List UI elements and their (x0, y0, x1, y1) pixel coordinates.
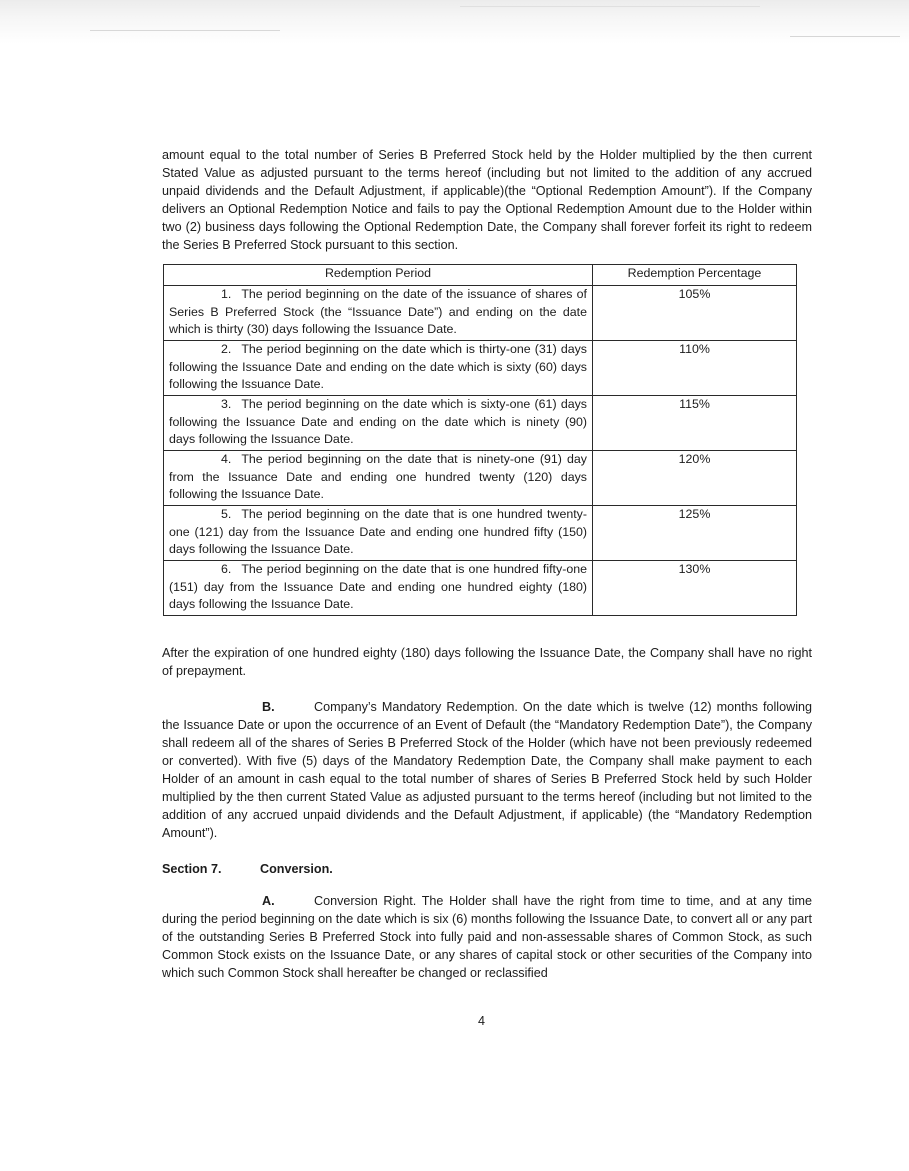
conversion-letter: A. (262, 894, 275, 908)
intro-paragraph: amount equal to the total number of Series B Preferred Stock held by the Holder multiplied by the then current Stated Value as adjusted pursuant to the terms hereof (including but not limited to the addition of any accrued unpaid dividends and the Default Adjustment, if applicable)(the “Optional Redemption Amount”). If the Company delivers an Optional Redemption Notice and fails to pay the Optional Redemption Amount due to the Holder within two (2) business days following the Optional Redemption Date, the Company shall forever forfeit its right to redeem the Series B Preferred Stock pursuant to this section. (162, 148, 812, 252)
percentage-cell: 125% (593, 506, 797, 561)
section-title: Conversion. (260, 862, 333, 876)
mandatory-text: Company’s Mandatory Redemption. On the date which is twelve (12) months following the Issuance Date or upon the occurrence of an Event of Default (the “Mandatory Redemption Date”), the Company shall redeem all of the shares of Series B Preferred Stock of the Holder (which have not been previously redeemed or converted). With five (5) days of the Mandatory Redemption Date, the Company shall make payment to each Holder of an amount in cash equal to the total number of shares of Series B Preferred Stock held by such Holder multiplied by the then current Stated Value as adjusted pursuant to the terms hereof (including but not limited to the addition of any accrued unpaid dividends and the Default Adjustment, if applicable) (the “Mandatory Redemption Amount”). (162, 700, 812, 840)
table-header-row (164, 265, 797, 286)
page-number: 4 (478, 1014, 486, 1028)
section-number: Section 7. (162, 862, 222, 876)
percentage-cell: 115% (593, 396, 797, 451)
after-table-paragraph: After the expiration of one hundred eighty (180) days following the Issuance Date, the Company shall have no right of prepayment. (162, 646, 812, 678)
period-cell: 1. The period beginning on the date of the issuance of shares of Series B Preferred Stock (the “Issuance Date”) and ending on the date which is thirty (30) days following the Issuance Date. (164, 286, 593, 341)
table-row (164, 506, 797, 561)
period-cell: 5. The period beginning on the date that is one hundred twenty-one (121) day from the Issuance Date and ending one hundred fifty (150) days following the Issuance Date. (164, 506, 593, 561)
mandatory-redemption-paragraph (162, 698, 812, 842)
conversion-text: Conversion Right. The Holder shall have the right from time to time, and at any time during the period beginning on the date which is six (6) months following the Issuance Date, to convert all or any part of the outstanding Series B Preferred Stock into fully paid and non-assessable shares of Common Stock, as such Common Stock exists on the Issuance Date, or any shares of capital stock or other securities of the Company into which such Common Stock shall hereafter be changed or reclassified (162, 894, 812, 980)
scan-edge-shading (0, 0, 909, 44)
table-row (164, 286, 797, 341)
percentage-cell: 120% (593, 451, 797, 506)
period-cell: 4. The period beginning on the date that is ninety-one (91) day from the Issuance Date and ending one hundred twenty (120) days following the Issuance Date. (164, 451, 593, 506)
document-page (162, 146, 812, 982)
header-redemption-percentage: Redemption Percentage (593, 265, 797, 286)
redemption-table (163, 264, 797, 616)
table-row (164, 561, 797, 616)
mandatory-letter: B. (262, 700, 275, 714)
percentage-cell: 110% (593, 341, 797, 396)
percentage-cell: 105% (593, 286, 797, 341)
period-cell: 6. The period beginning on the date that is one hundred fifty-one (151) day from the Issuance Date and ending one hundred eighty (180) days following the Issuance Date. (164, 561, 593, 616)
percentage-cell: 130% (593, 561, 797, 616)
conversion-paragraph (162, 892, 812, 982)
section-heading (162, 860, 812, 878)
scan-artifact-line (460, 6, 760, 7)
period-cell: 2. The period beginning on the date which is thirty-one (31) days following the Issuance Date and ending on the date which is sixty (60) days following the Issuance Date. (164, 341, 593, 396)
scan-artifact-line (790, 36, 900, 37)
table-row (164, 396, 797, 451)
table-row (164, 451, 797, 506)
period-cell: 3. The period beginning on the date which is sixty-one (61) days following the Issuance Date and ending on the date which is ninety (90) days following the Issuance Date. (164, 396, 593, 451)
header-redemption-period: Redemption Period (164, 265, 593, 286)
scan-artifact-line (90, 30, 280, 31)
table-row (164, 341, 797, 396)
